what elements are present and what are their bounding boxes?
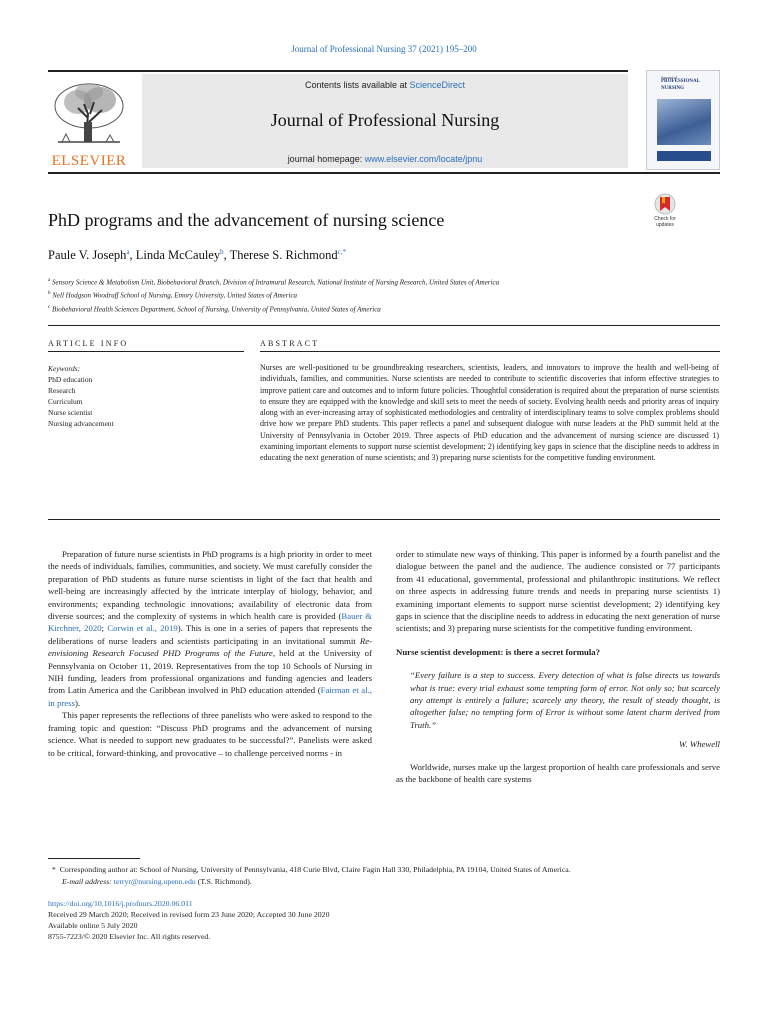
affiliation-item xyxy=(48,275,499,288)
affiliation-text: Biobehavioral Health Sciences Department, School of Nursing, University of Pennsylvania, United States of America xyxy=(51,304,381,313)
body-paragraph: order to stimulate new ways of thinking. This paper is informed by a fourth panelist and the dialogue between the panel and the audience. The audience consisted or 77 participants from 41 educational, governmental, professional and philanthropic institutions. We reflect on three aspects in addressing future trends and needs in preparing nurse scientists 1) examining important elements to support nurse scientist development; 2) identifying key gaps in science that the discipline needs to address in educating the next generation of nurse scientists; and 3) preparing nurse scientists for the competitive funding environment. xyxy=(396,549,720,634)
epigraph-quote: “Every failure is a step to success. Every detection of what is false directs us towards what is true: every trial exhaust some tempting form of error. Not only so; but scarcely any attempt is entirely a failure; scarcely any theory, the result of steady thought, is altogether false; no tempting form of Error is without some latent charm derived from Truth.” xyxy=(410,670,720,730)
paragraph-text: ). This is one in a series of papers that represents the deliberations of nurse leaders and scientists participating in an invitational summit xyxy=(48,623,372,646)
body-column-right xyxy=(396,548,720,786)
affiliation-mark: c xyxy=(48,304,51,310)
body-paragraph: This paper represents the reflections of three panelists who were asked to respond to the framing topic and question: “Discuss PhD programs and the advancement of nursing science. What is needed to support new graduates to be successful?”. Panelists were asked to be critical, forward-thinking, and provocative – to challenge perceived norms - in xyxy=(48,710,372,758)
check-for-updates-badge[interactable] xyxy=(646,193,684,233)
tree-logo-icon xyxy=(48,78,130,150)
keyword-item: Nurse scientist xyxy=(48,408,93,417)
body-paragraph xyxy=(48,548,372,709)
paragraph-text: Preparation of future nurse scientists in PhD programs is a high priority in order to meet the needs of individuals, families, communities, and society. We must carefully consider the preparation of PhD students as future nurse scientists in light of the fact that health and well-being are increasingly affected by the intricate interplay of biology, behavior, and environments; expanding technologic innovations; availability of electronic data from diverse sources; and the complexity of systems in which health care is provided ( xyxy=(48,549,372,622)
affiliation-text: Sensory Science & Metabolism Unit, Biobehavioral Branch, Division of Intramural Research, National Institute of Nursing Research, United States of America xyxy=(51,278,500,287)
footnote-corresponding xyxy=(48,864,720,876)
journal-title: Journal of Professional Nursing xyxy=(270,110,500,130)
affiliation-text: Nell Hodgson Woodruff School of Nursing, Emory University, United States of America xyxy=(52,291,298,300)
abstract-text: Nurses are well-positioned to be groundbreaking researchers, scientists, leaders, and innovators to improve the health and well-being of individuals, families, and communities. Nurse scientists are needed to contribute to scientific discoveries that inform effective strategies to improve patient care and outcomes and to inform future policies. Thoughtful consideration is required about the preparation of nurse scientists to ensure they are equipped with the knowledge and skill sets to meet the needs of society. Evolving health needs and priority areas of inquiry along with an ever-increasing array of sophisticated methodologies and centrality of interdisciplinary teams to solve complex problems should drive how we prepare PhD students. This paper reflects a panel and subsequent dialogue with nurse leaders at the PhD summit held at the University of Pennsylvania in October 2019. Three aspects of PhD education and the advancement of nursing science are discussed 1) examining important elements to support nurse scientist development; 2) identifying key gaps in science that the discipline needs to address in educating the next generation of nurse scientists; and 3) preparing nurse scientists for the competitive funding environment. xyxy=(260,363,719,463)
cover-band xyxy=(657,151,711,161)
masthead-top-rule xyxy=(48,70,628,72)
author-affiliation-mark[interactable]: a xyxy=(126,248,130,256)
bookmark-update-icon xyxy=(654,193,676,215)
email-suffix: (T.S. Richmond). xyxy=(197,877,252,886)
author-name[interactable]: Linda McCauley xyxy=(135,248,221,263)
badge-text-1: Check for xyxy=(654,216,676,222)
summit-title: Re-envisioning Research Focused PHD Programs of the Future xyxy=(48,635,372,659)
footnote-email-line xyxy=(48,876,720,888)
affiliation-item xyxy=(48,288,499,301)
journal-masthead xyxy=(48,70,720,172)
affiliation-mark: b xyxy=(48,291,51,297)
keyword-item: PhD education xyxy=(48,375,93,384)
abstract-heading: ABSTRACT xyxy=(260,339,320,348)
available-online: Available online 5 July 2020 xyxy=(48,921,138,930)
citation-separator: ; xyxy=(101,623,108,634)
email-label: E-mail address: xyxy=(62,877,112,886)
corresponding-text: Corresponding author at: School of Nursing, University of Pennsylvania, 418 Curie Blvd, Claire Fagin Hall 330, Philadelphia, PA 19104, United States of America. xyxy=(59,865,571,874)
citation-link[interactable]: Fairman et al., in press xyxy=(48,685,372,708)
author-list xyxy=(48,248,346,263)
publisher-logo[interactable] xyxy=(48,78,130,170)
affiliation-mark: a xyxy=(48,278,51,283)
section-heading: Nurse scientist development: is there a secret formula? xyxy=(396,646,601,657)
contents-prefix: Contents lists available at xyxy=(304,80,410,90)
info-heading-rule xyxy=(48,351,244,352)
author-name[interactable]: Therese S. Richmond xyxy=(229,248,338,263)
keywords-label: Keywords: xyxy=(48,364,81,373)
homepage-line xyxy=(142,154,628,164)
masthead-bottom-rule xyxy=(48,172,720,174)
journal-banner xyxy=(142,74,628,168)
homepage-prefix: journal homepage: xyxy=(287,154,365,164)
contents-line xyxy=(142,80,628,90)
author-affiliation-mark[interactable]: b xyxy=(220,248,224,256)
paragraph-text: ). xyxy=(74,697,81,708)
keyword-item: Research xyxy=(48,386,76,395)
paragraph-text: , held at the University of Pennsylvania on October 11, 2019. Representatives from the top 10 Schools of Nursing in NIH funding, leaders from professional organizations and funding agencies and leaders from Latin America and the Caribbean involved in PhD education attended ( xyxy=(48,648,372,696)
cover-line-3: NURSING xyxy=(661,86,685,91)
article-info-heading: ARTICLE INFO xyxy=(48,339,129,348)
cover-photo xyxy=(657,99,711,145)
cover-line-1: Journal of xyxy=(661,75,678,80)
article-metadata xyxy=(48,898,329,942)
affiliation-item xyxy=(48,302,499,315)
received-dates: Received 29 March 2020; Received in revised form 23 June 2020; Accepted 30 June 2020 xyxy=(48,910,330,919)
info-top-rule xyxy=(48,325,720,326)
affiliation-list xyxy=(48,275,499,315)
citation-link[interactable]: Bauer & Kirchner, 2020 xyxy=(48,611,372,634)
cover-line-2: PROFESSIONAL xyxy=(661,79,700,84)
author-separator: , xyxy=(129,248,136,263)
running-head[interactable]: Journal of Professional Nursing 37 (2021) 195–200 xyxy=(291,44,477,54)
body-paragraph: Worldwide, nurses make up the largest proportion of health care professionals and serve as the backbone of health care systems xyxy=(396,761,720,785)
keyword-item: Curriculum xyxy=(48,397,83,406)
citation-link[interactable]: Corwin et al., 2019 xyxy=(107,623,178,634)
author-affiliation-mark[interactable]: c,* xyxy=(337,248,346,256)
author-name[interactable]: Paule V. Joseph xyxy=(48,248,127,263)
sciencedirect-link[interactable]: ScienceDirect xyxy=(409,80,466,90)
abstract-heading-rule xyxy=(260,351,720,352)
footnote-rule xyxy=(48,858,140,859)
badge-text-2: updates xyxy=(656,222,674,228)
copyright-line: 8755-7223/© 2020 Elsevier Inc. All rights reserved. xyxy=(48,932,211,941)
epigraph-author: W. Whewell xyxy=(679,739,720,750)
publisher-name: ELSEVIER xyxy=(51,153,127,169)
keyword-item: Nursing advancement xyxy=(48,419,114,428)
body-column-left xyxy=(48,548,372,759)
footnote-mark: * xyxy=(51,865,56,874)
article-title: PhD programs and the advancement of nursing science xyxy=(48,210,445,230)
author-separator: , xyxy=(223,248,230,263)
homepage-link[interactable]: www.elsevier.com/locate/jpnu xyxy=(364,154,483,164)
doi-link[interactable]: https://doi.org/10.1016/j.profnurs.2020.06.011 xyxy=(48,899,193,908)
email-link[interactable]: terryr@nursing.upenn.edu xyxy=(113,877,196,886)
keywords-block xyxy=(48,363,114,429)
corresponding-author-footnote xyxy=(48,864,720,888)
info-bottom-rule xyxy=(48,519,720,520)
journal-cover-thumbnail[interactable] xyxy=(646,70,720,170)
